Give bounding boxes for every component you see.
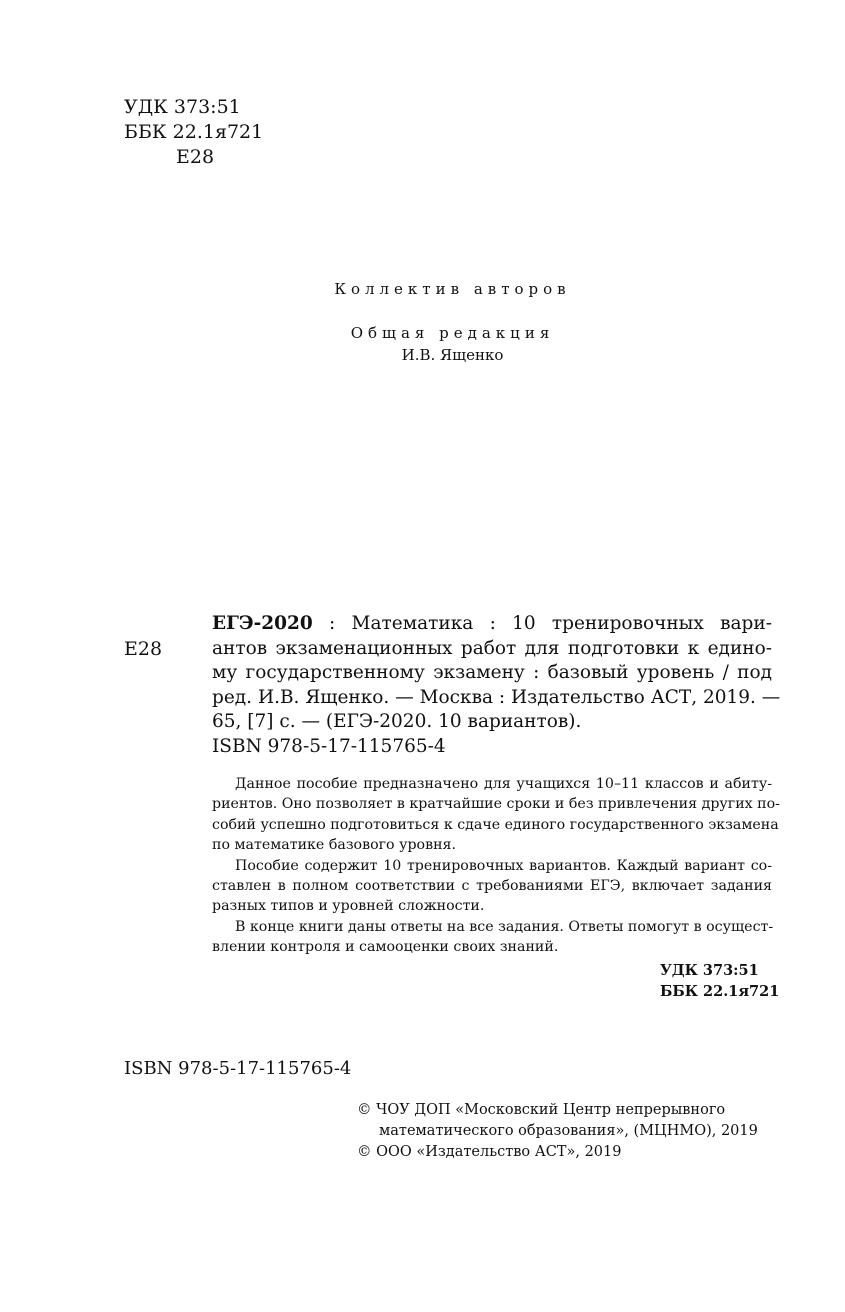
- author-mark: Е28: [176, 146, 215, 168]
- annotation: [212, 774, 780, 958]
- udk-code: УДК 373:51: [124, 96, 241, 118]
- biblio-line-5: 65, [7] с. — (ЕГЭ-2020. 10 вариантов).: [212, 711, 582, 732]
- editor-label: Общая редакция: [350, 324, 555, 342]
- copyright-line-1: © ЧОУ ДОП «Московский Центр непрерывного: [357, 1102, 726, 1118]
- isbn-bottom: ISBN 978-5-17-115765-4: [124, 1058, 352, 1079]
- biblio-author-mark: Е28: [124, 638, 163, 660]
- footer-classification-codes: [660, 960, 779, 1002]
- annotation-line: риентов. Оно позволяет в кратчайшие сроки и без привлечения других по-: [212, 796, 780, 813]
- bibliographic-record: [212, 612, 781, 759]
- biblio-line-2: антов экзаменационных работ для подготовки к едино-: [212, 637, 772, 659]
- editor-name: И.В. Ященко: [401, 346, 504, 364]
- biblio-line-4: ред. И.В. Ященко. — Москва : Издательство АСТ, 2019. —: [212, 686, 781, 708]
- annotation-line: собий успешно подготовиться к сдаче единого государственного экзамена: [212, 816, 779, 833]
- footer-udk-code: УДК 373:51: [660, 962, 759, 979]
- copyright-line-3: © ООО «Издательство АСТ», 2019: [357, 1144, 622, 1160]
- annotation-line: ставлен в полном соответствии с требованиями ЕГЭ, включает задания: [212, 878, 772, 895]
- annotation-line: по математике базового уровня.: [212, 837, 456, 854]
- copyright-block: [357, 1100, 758, 1163]
- bbk-code: ББК 22.1я721: [124, 121, 264, 143]
- annotation-line: В конце книги даны ответы на все задания. Ответы помогут в осущест-: [235, 918, 774, 935]
- header-classification-codes: [124, 95, 263, 170]
- annotation-line: разных типов и уровней сложности.: [212, 898, 485, 915]
- authors-collective: Коллектив авторов: [334, 280, 571, 298]
- copyright-line-2: математического образования», (МЦНМО), 2019: [379, 1123, 758, 1139]
- annotation-line: Данное пособие предназначено для учащихся 10–11 классов и абиту-: [235, 776, 772, 792]
- annotation-line: влении контроля и самооценки своих знаний.: [212, 939, 559, 956]
- biblio-line-1: [212, 612, 772, 637]
- biblio-line-3: му государственному экзамену : базовый уровень / под: [212, 662, 772, 683]
- biblio-line-1-text: : Математика : 10 тренировочных вари-: [312, 613, 772, 634]
- biblio-title: ЕГЭ-2020: [212, 613, 313, 634]
- biblio-isbn: ISBN 978-5-17-115765-4: [212, 735, 446, 757]
- footer-bbk-code: ББК 22.1я721: [660, 983, 780, 1000]
- annotation-line: Пособие содержит 10 тренировочных вариантов. Каждый вариант со-: [235, 857, 772, 874]
